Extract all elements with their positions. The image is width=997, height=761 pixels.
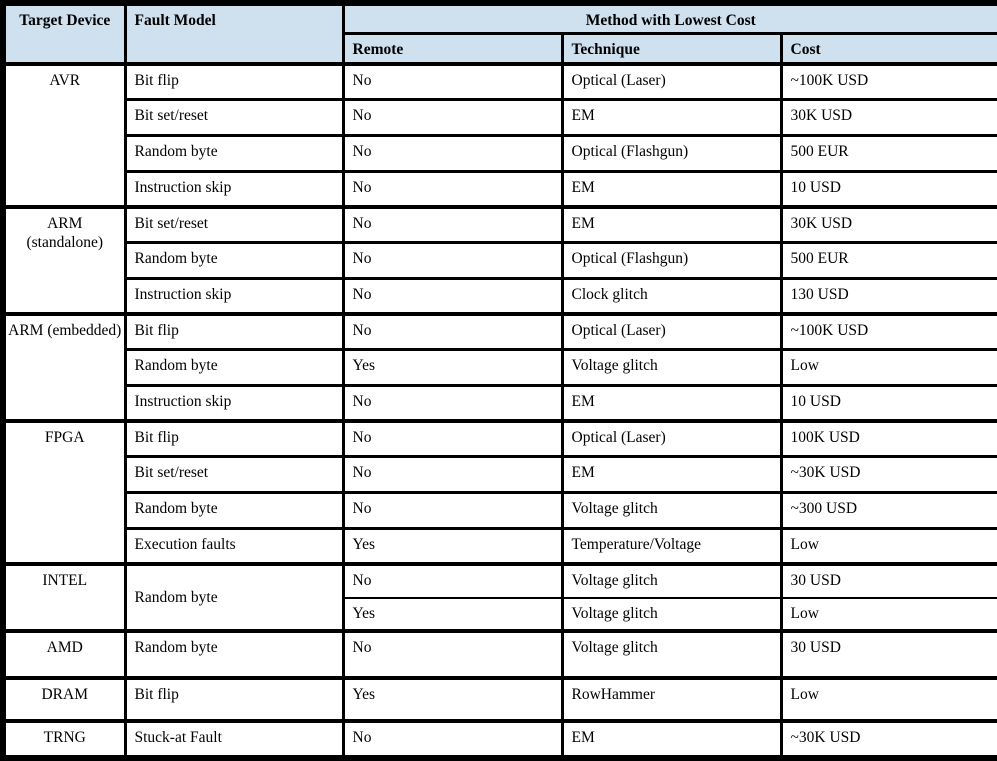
table-row	[3, 457, 997, 493]
technique-cell: Optical (Flashgun)	[562, 242, 781, 278]
device-cell-intel: INTEL	[3, 564, 125, 631]
device-cell-avr: AVR	[3, 64, 125, 207]
fault-model-cell: Random byte	[125, 135, 343, 171]
technique-cell: Voltage glitch	[562, 564, 781, 598]
remote-cell: No	[343, 421, 562, 457]
fault-model-cell: Instruction skip	[125, 278, 343, 314]
table-row	[3, 493, 997, 529]
remote-cell: No	[343, 564, 562, 598]
remote-cell: Yes	[343, 350, 562, 386]
cost-cell: 130 USD	[781, 278, 997, 314]
cost-cell: 30K USD	[781, 100, 997, 136]
table-row	[3, 171, 997, 207]
fault-model-cell: Bit set/reset	[125, 100, 343, 136]
cost-cell: 30 USD	[781, 631, 997, 678]
remote-cell: No	[343, 278, 562, 314]
technique-cell: Temperature/Voltage	[562, 528, 781, 564]
fault-model-cell: Random byte	[125, 493, 343, 529]
technique-cell: Voltage glitch	[562, 493, 781, 529]
col-header-method-group: Method with Lowest Cost	[343, 3, 997, 34]
device-cell-amd: AMD	[3, 631, 125, 678]
remote-cell: Yes	[343, 678, 562, 721]
fault-model-cell: Bit flip	[125, 64, 343, 100]
table-row	[3, 278, 997, 314]
technique-cell: Voltage glitch	[562, 598, 781, 632]
technique-cell: Optical (Flashgun)	[562, 135, 781, 171]
remote-cell: No	[343, 721, 562, 758]
cost-cell: Low	[781, 350, 997, 386]
table-row	[3, 631, 997, 678]
col-header-cost: Cost	[781, 34, 997, 64]
technique-cell: EM	[562, 457, 781, 493]
fault-model-cell: Bit set/reset	[125, 207, 343, 243]
technique-cell: EM	[562, 207, 781, 243]
remote-cell: Yes	[343, 598, 562, 632]
table-row	[3, 314, 997, 350]
fault-model-cell: Instruction skip	[125, 385, 343, 421]
remote-cell: No	[343, 207, 562, 243]
fault-model-cell: Bit flip	[125, 678, 343, 721]
technique-cell: Voltage glitch	[562, 631, 781, 678]
cost-cell: Low	[781, 598, 997, 632]
technique-cell: Optical (Laser)	[562, 421, 781, 457]
device-cell-arm-standalone: ARM (standalone)	[3, 207, 125, 314]
cost-cell: ~300 USD	[781, 493, 997, 529]
fault-model-cell: Random byte	[125, 242, 343, 278]
col-header-remote: Remote	[343, 34, 562, 64]
remote-cell: No	[343, 171, 562, 207]
fault-model-cell: Bit set/reset	[125, 457, 343, 493]
fault-model-cell: Stuck-at Fault	[125, 721, 343, 758]
fault-model-cell: Random byte	[125, 631, 343, 678]
cost-cell: 500 EUR	[781, 242, 997, 278]
cost-cell: 30K USD	[781, 207, 997, 243]
remote-cell: No	[343, 314, 562, 350]
technique-cell: Voltage glitch	[562, 350, 781, 386]
table-row	[3, 564, 997, 598]
header-row-1	[3, 3, 997, 34]
fault-model-cell: Instruction skip	[125, 171, 343, 207]
fault-model-cell: Random byte	[125, 564, 343, 631]
cost-cell: Low	[781, 528, 997, 564]
table-row	[3, 135, 997, 171]
technique-cell: EM	[562, 721, 781, 758]
cost-cell: ~100K USD	[781, 64, 997, 100]
table-row	[3, 528, 997, 564]
cost-cell: 100K USD	[781, 421, 997, 457]
col-header-fault-model: Fault Model	[125, 3, 343, 64]
technique-cell: RowHammer	[562, 678, 781, 721]
remote-cell: No	[343, 385, 562, 421]
table-row	[3, 64, 997, 100]
remote-cell: No	[343, 242, 562, 278]
technique-cell: Optical (Laser)	[562, 64, 781, 100]
table-row	[3, 100, 997, 136]
col-header-technique: Technique	[562, 34, 781, 64]
technique-cell: EM	[562, 171, 781, 207]
remote-cell: No	[343, 631, 562, 678]
device-cell-trng: TRNG	[3, 721, 125, 758]
cost-cell: Low	[781, 678, 997, 721]
cost-cell: 10 USD	[781, 385, 997, 421]
fault-model-cell: Bit flip	[125, 421, 343, 457]
remote-cell: Yes	[343, 528, 562, 564]
table-row	[3, 350, 997, 386]
remote-cell: No	[343, 64, 562, 100]
fault-model-cell: Execution faults	[125, 528, 343, 564]
technique-cell: EM	[562, 385, 781, 421]
technique-cell: Optical (Laser)	[562, 314, 781, 350]
remote-cell: No	[343, 135, 562, 171]
table-row	[3, 678, 997, 721]
remote-cell: No	[343, 457, 562, 493]
fault-model-cell: Random byte	[125, 350, 343, 386]
cost-cell: 10 USD	[781, 171, 997, 207]
device-cell-arm-embedded: ARM (embedded)	[3, 314, 125, 421]
remote-cell: No	[343, 100, 562, 136]
device-cell-dram: DRAM	[3, 678, 125, 721]
technique-cell: Clock glitch	[562, 278, 781, 314]
cost-cell: ~30K USD	[781, 721, 997, 758]
cost-cell: 30 USD	[781, 564, 997, 598]
table-row	[3, 421, 997, 457]
table-row	[3, 385, 997, 421]
table-row	[3, 207, 997, 243]
cost-cell: 500 EUR	[781, 135, 997, 171]
device-cell-fpga: FPGA	[3, 421, 125, 564]
remote-cell: No	[343, 493, 562, 529]
cost-cell: ~100K USD	[781, 314, 997, 350]
table-row	[3, 242, 997, 278]
technique-cell: EM	[562, 100, 781, 136]
cost-cell: ~30K USD	[781, 457, 997, 493]
col-header-target-device: Target Device	[3, 3, 125, 64]
fault-model-cell: Bit flip	[125, 314, 343, 350]
table-row	[3, 721, 997, 758]
